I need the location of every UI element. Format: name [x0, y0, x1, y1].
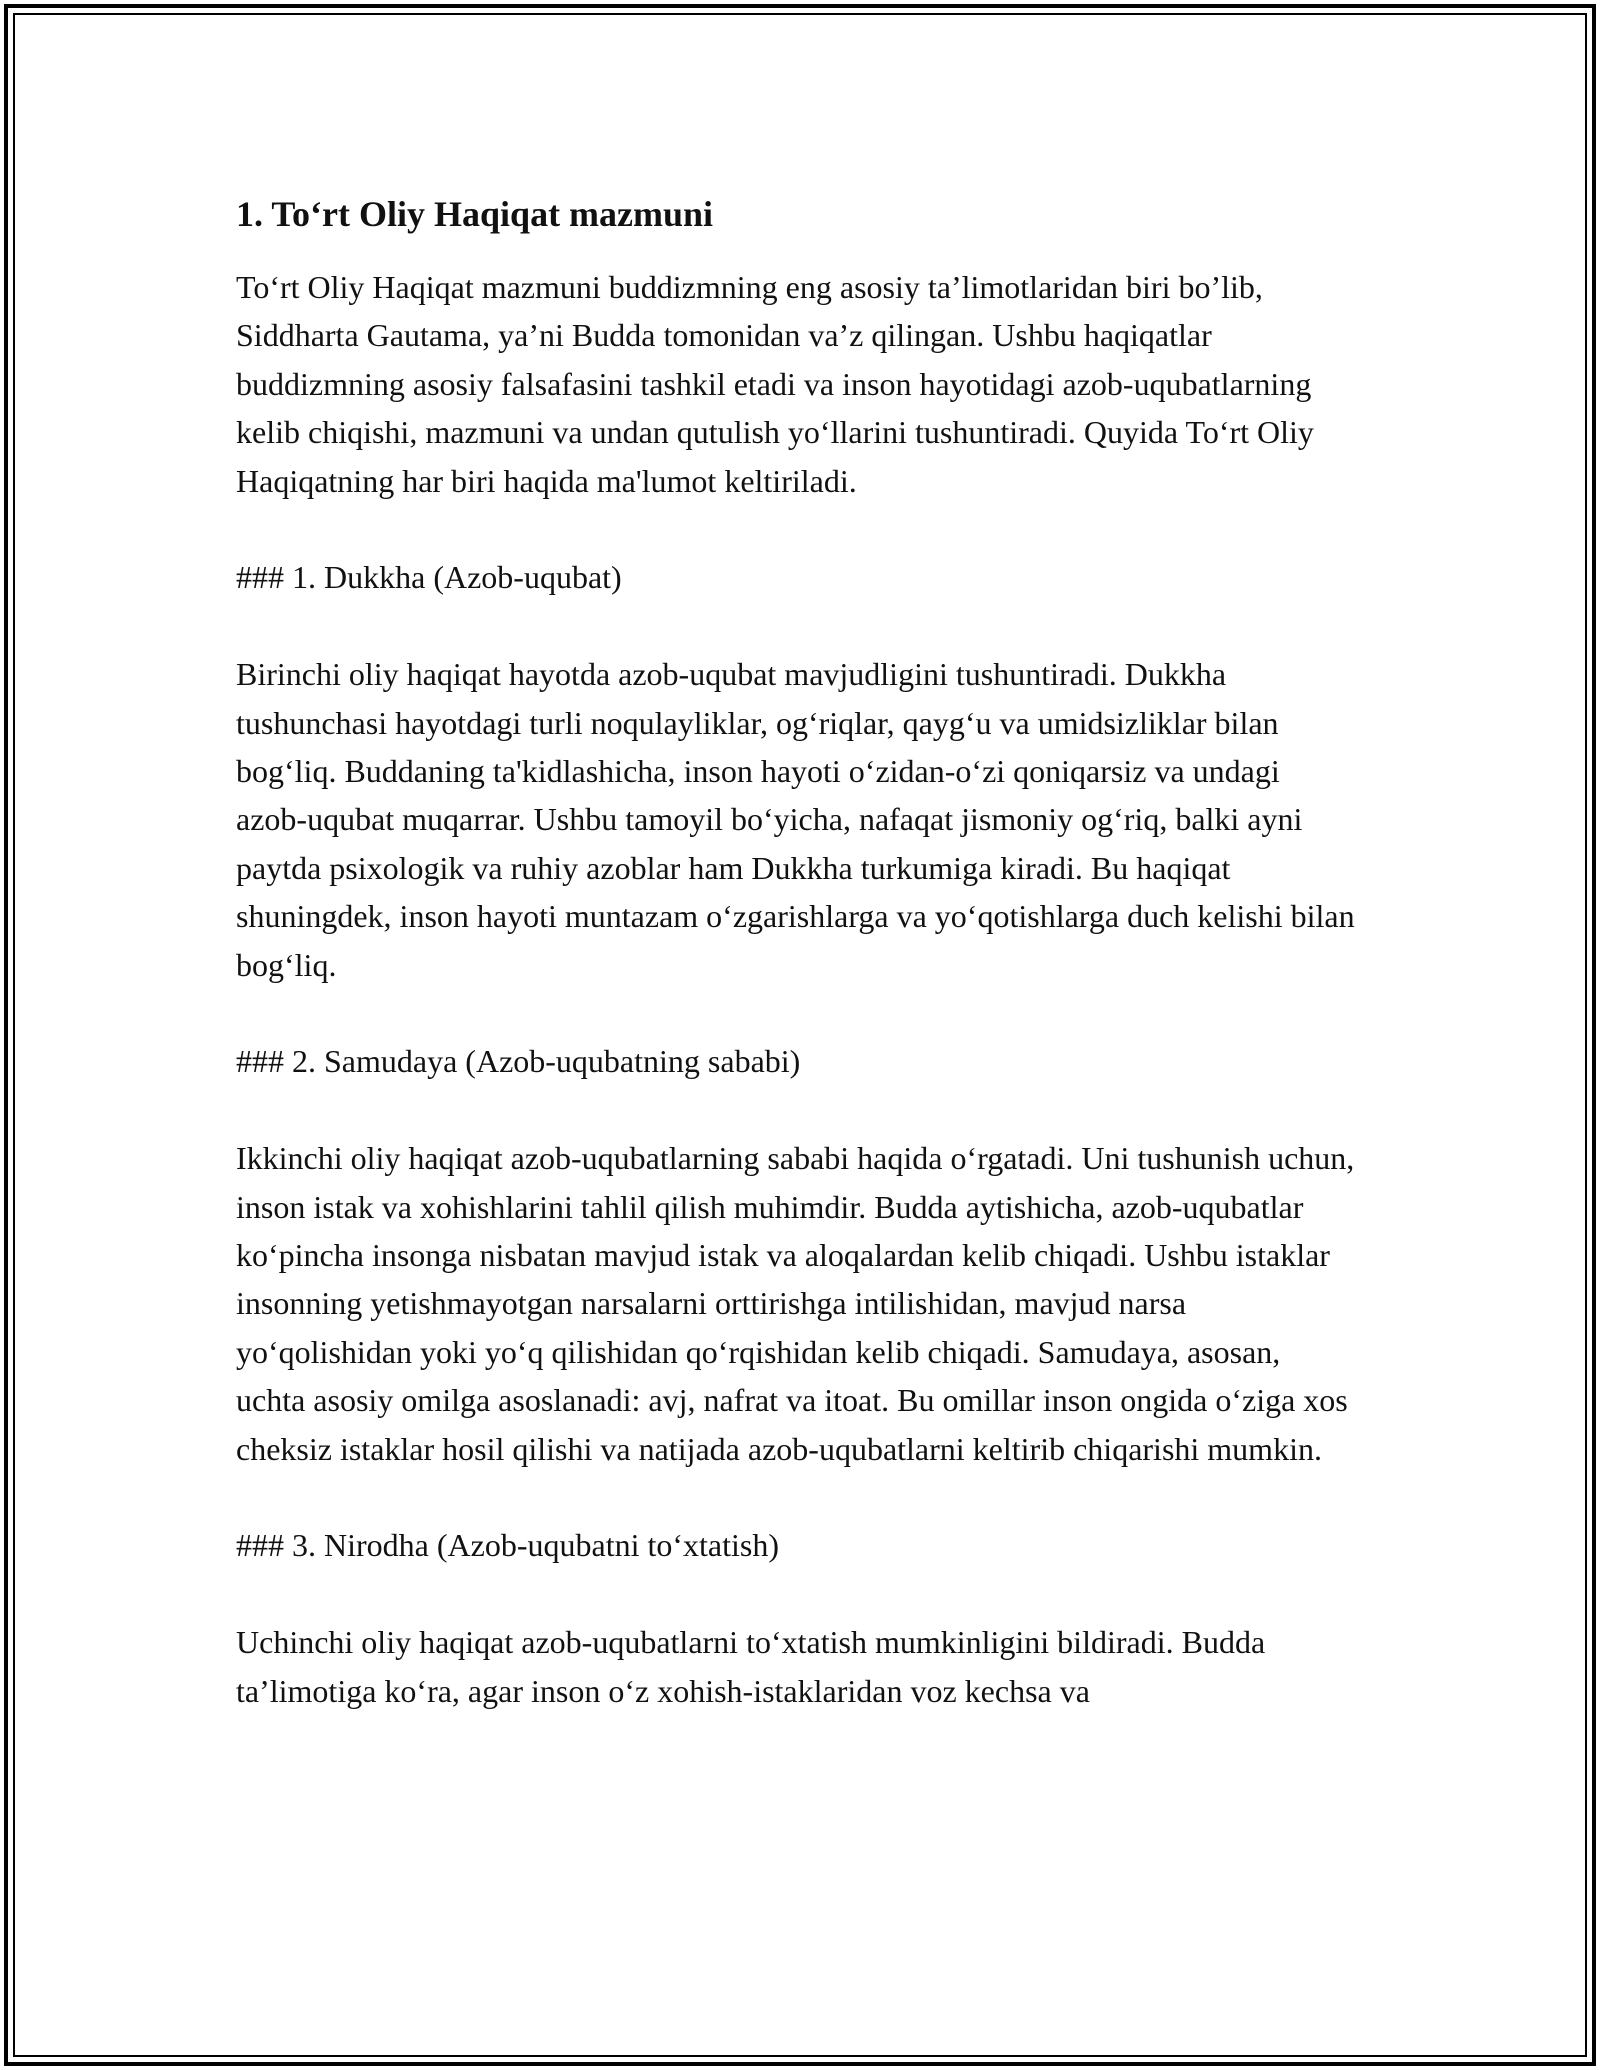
section-heading: ### 1. Dukkha (Azob-uqubat): [236, 559, 622, 596]
intro-paragraph: To‘rt Oliy Haqiqat mazmuni buddizmning eng asosiy ta’limotlaridan biri bo’lib, Siddharta Gautama, ya’ni Budda tomonidan va’z qilingan. Ushbu haqiqatlar buddizmning asosiy falsafasini tashkil etadi va inson hayotidagi azob-uqubatlarning kelib chiqishi, mazmuni va undan qutulish yo‘llarini tushuntiradi. Quyida To‘rt Oliy Haqiqatning har biri haqida ma'lumot keltiriladi.: [236, 269, 1314, 499]
section-paragraph: Uchinchi oliy haqiqat azob-uqubatlarni to‘xtatish mumkinligini bildiradi. Budda ta’limotiga ko‘ra, agar inson o‘z xohish-istaklaridan voz kechsa va: [236, 1624, 1266, 1709]
section-paragraph: Birinchi oliy haqiqat hayotda azob-uqubat mavjudligini tushuntiradi. Dukkha tushunchasi hayotdagi turli noqulayliklar, og‘riqlar, qayg‘u va umidsizliklar bilan bog‘liq. Buddaning ta'kidlashicha, inson hayoti o‘zidan-o‘zi qoniqarsiz va undagi azob-uqubat muqarrar. Ushbu tamoyil bo‘yicha, nafaqat jismoniy og‘riq, balki ayni paytda psixologik va ruhiy azoblar ham Dukkha turkumiga kiradi. Bu haqiqat shuningdek, inson hayoti muntazam o‘zgarishlarga va yo‘qotishlarga duch kelishi bilan bog‘liq.: [236, 656, 1355, 983]
document-title: 1. To‘rt Oliy Haqiqat mazmuni: [236, 194, 714, 234]
section-paragraph: Ikkinchi oliy haqiqat azob-uqubatlarning sababi haqida o‘rgatadi. Uni tushunish uchun, inson istak va xohishlarini tahlil qilish muhimdir. Budda aytishicha, azob-uqubatlar ko‘pincha insonga nisbatan mavjud istak va aloqalardan kelib chiqadi. Ushbu istaklar insonning yetishmayotgan narsalarni orttirishga intilishidan, mavjud narsa yo‘qolishidan yoki yo‘q qilishidan qo‘rqishidan kelib chiqadi. Samudaya, asosan, uchta asosiy omilga asoslanadi: avj, nafrat va itoat. Bu omillar inson ongida o‘ziga xos cheksiz istaklar hosil qilishi va natijada azob-uqubatlarni keltirib chiqarishi mumkin.: [236, 1140, 1355, 1467]
document-body: [236, 180, 1356, 1763]
section-nirodha: [236, 1521, 1356, 1715]
section-samudaya: [236, 1037, 1356, 1473]
section-heading: ### 3. Nirodha (Azob-uqubatni to‘xtatish): [236, 1527, 779, 1564]
section-heading: ### 2. Samudaya (Azob-uqubatning sababi): [236, 1043, 801, 1080]
section-dukkha: [236, 553, 1356, 989]
